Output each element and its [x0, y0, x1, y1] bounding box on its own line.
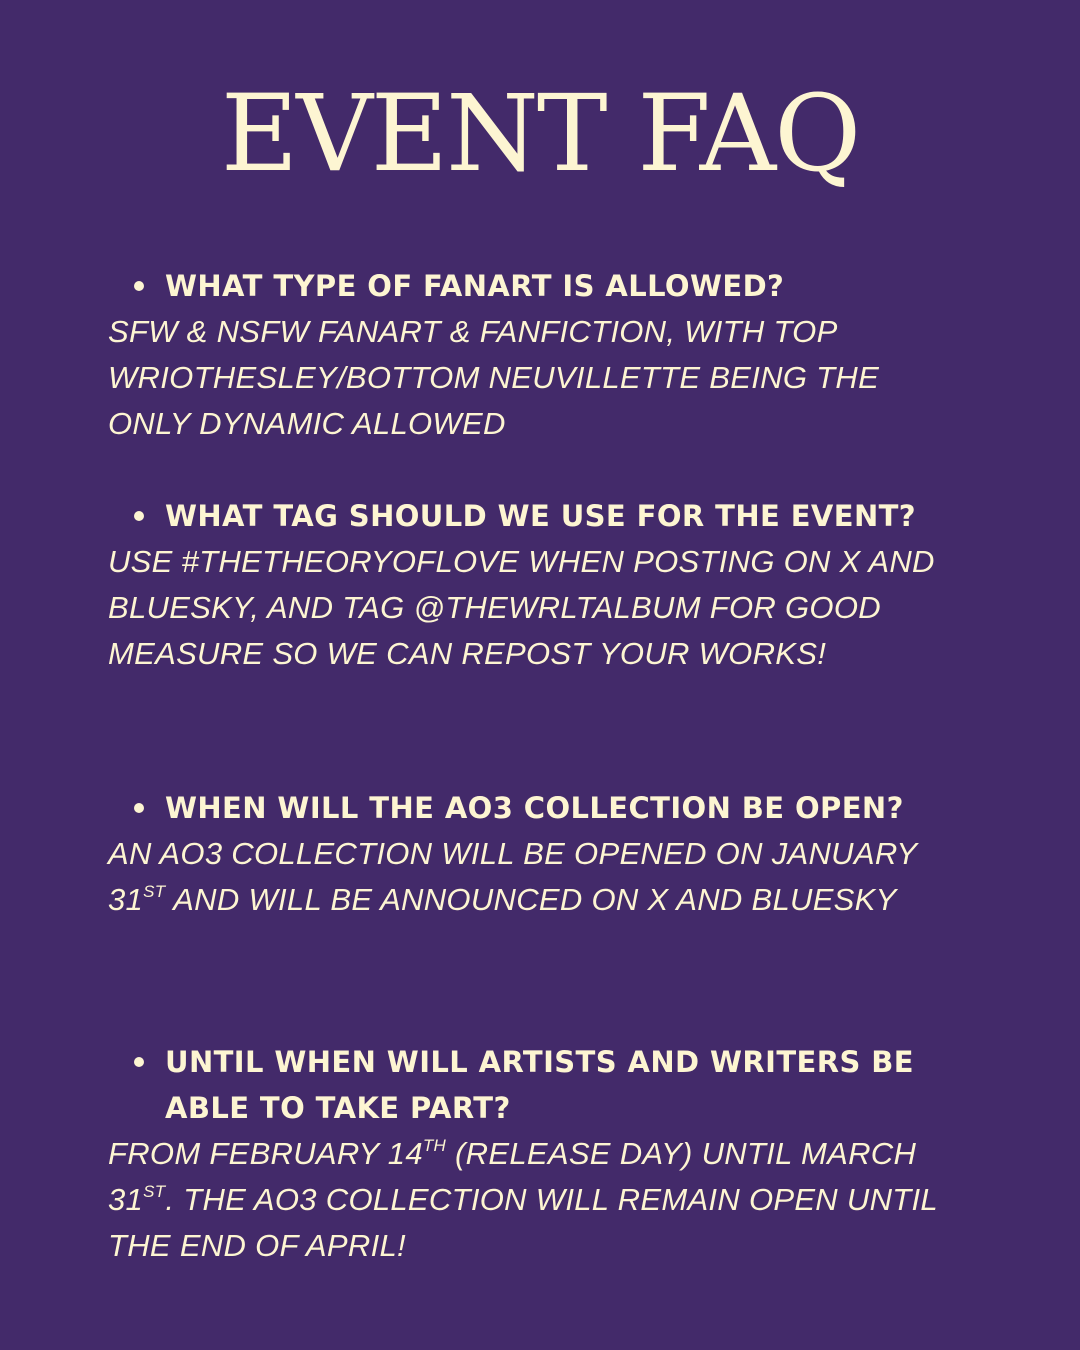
faq-question	[108, 493, 968, 539]
ordinal-suffix: ST	[143, 881, 166, 901]
answer-text: . THE AO3 COLLECTION WILL REMAIN OPEN UNTIL THE END OF APRIL!	[108, 1182, 938, 1263]
faq-item	[108, 785, 968, 923]
faq-item	[108, 263, 968, 447]
answer-text: AN AO3 COLLECTION WILL BE OPENED ON JANUARY 31	[108, 836, 917, 917]
faq-item	[108, 1039, 968, 1269]
faq-question-text: WHAT TAG SHOULD WE USE FOR THE EVENT?	[165, 499, 917, 533]
faq-item	[108, 493, 968, 677]
faq-question-text: UNTIL WHEN WILL ARTISTS AND WRITERS BE ABLE TO TAKE PART?	[165, 1045, 914, 1125]
faq-question	[108, 1039, 968, 1131]
faq-question-text: WHEN WILL THE AO3 COLLECTION BE OPEN?	[165, 791, 904, 825]
faq-answer: USE #THETHEORYOFLOVE WHEN POSTING ON X AND BLUESKY, AND TAG @THEWRLTALBUM FOR GOOD MEASURE SO WE CAN REPOST YOUR WORKS!	[108, 544, 935, 671]
faq-answer	[108, 831, 968, 923]
answer-text: FROM FEBRUARY 14	[108, 1136, 423, 1171]
bullet-icon	[134, 511, 144, 521]
bullet-icon	[134, 1057, 144, 1067]
faq-question	[108, 263, 968, 309]
faq-answer: SFW & NSFW FANART & FANFICTION, WITH TOP WRIOTHESLEY/BOTTOM NEUVILLETTE BEING THE ONLY DYNAMIC ALLOWED	[108, 314, 880, 441]
faq-question	[108, 785, 968, 831]
answer-text: AND WILL BE ANNOUNCED ON X AND BLUESKY	[165, 882, 897, 917]
ordinal-suffix: ST	[143, 1181, 166, 1201]
page-title: EVENT FAQ	[220, 72, 860, 195]
answer-text: (RELEASE DAY) UNTIL MARCH 31	[108, 1136, 917, 1217]
ordinal-suffix: TH	[422, 1135, 447, 1155]
faq-question-text: WHAT TYPE OF FANART IS ALLOWED?	[165, 269, 785, 303]
bullet-icon	[134, 281, 144, 291]
bullet-icon	[134, 803, 144, 813]
faq-answer	[108, 1131, 968, 1269]
